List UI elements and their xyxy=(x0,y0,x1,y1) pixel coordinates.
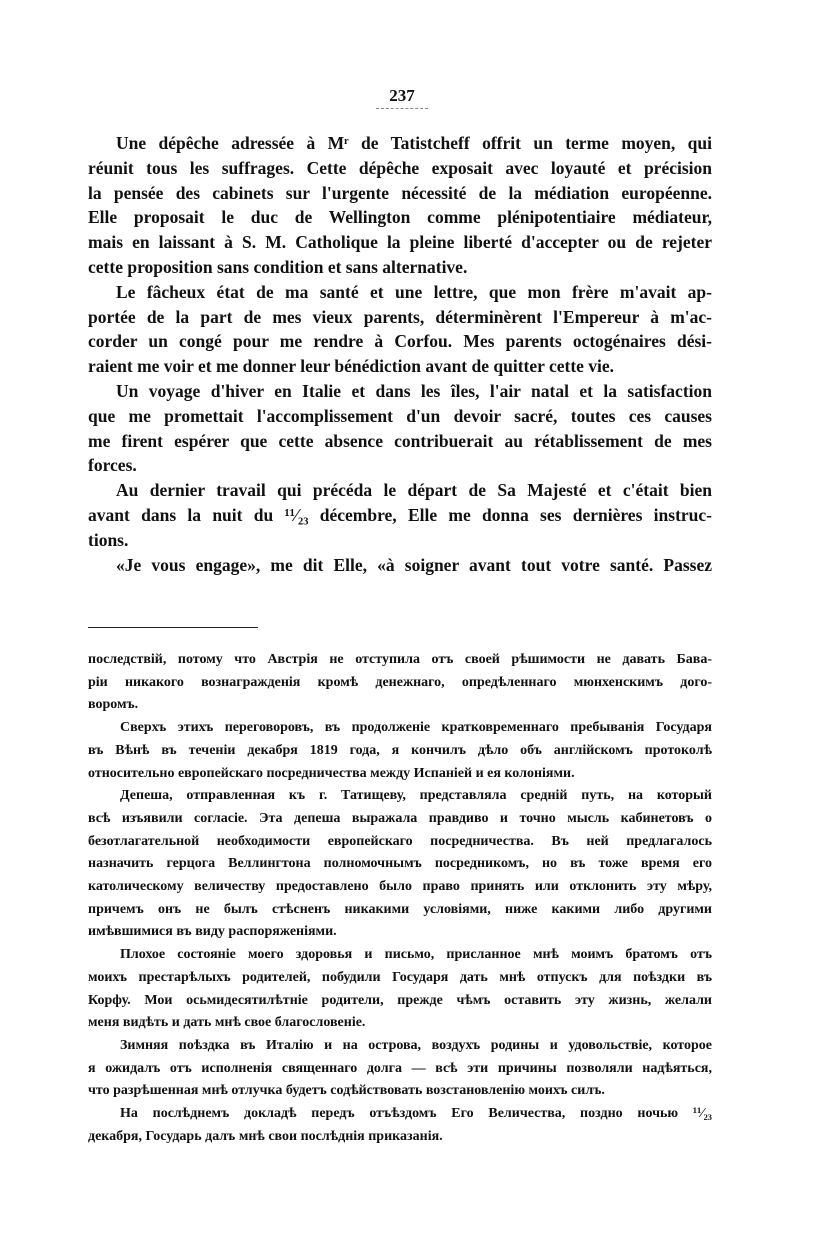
main-text-line: raient me voir et me donner leur bénédiction avant de quitter cette vie. xyxy=(88,356,615,377)
main-text xyxy=(88,131,712,577)
footnote-text xyxy=(88,649,712,1148)
main-text-line: Elle proposait le duc de Wellington comme plénipotentiaire médiateur, xyxy=(88,207,712,228)
footnote-line: воромъ. xyxy=(88,697,139,713)
main-text-line: que me promettait l'accomplissement d'un devoir sacré, toutes ces causes xyxy=(88,405,712,426)
main-text-line: réunit tous les suffrages. Cette dépêche exposait avec loyauté et précision xyxy=(88,157,712,178)
main-text-line: forces. xyxy=(88,455,137,476)
footnote-line: въ Вѣнѣ въ теченіи декабря 1819 года, я кончилъ дѣло объ англійскомъ протоколѣ xyxy=(88,742,712,758)
footnote-paragraph xyxy=(88,785,712,944)
footnote-line: моихъ престарѣлыхъ родителей, побудили Государя дать мнѣ отпускъ для поѣздки въ xyxy=(88,969,712,985)
main-text-line: tions. xyxy=(88,529,129,550)
main-text-paragraph xyxy=(88,379,712,478)
main-text-line: la pensée des cabinets sur l'urgente nécessité de la médiation européenne. xyxy=(88,182,712,203)
footnote-line: безотлагательной необходимости европейскаго посредничества. Въ ней предлагалось xyxy=(88,833,712,849)
main-text-line: mais en laissant à S. M. Catholique la pleine liberté d'accepter ou de rejeter xyxy=(88,232,712,253)
footnote-line: что разрѣшенная мнѣ отлучка будетъ содѣйствовать возстановленію моихъ силъ. xyxy=(88,1083,605,1099)
main-text-line: avant dans la nuit du ¹¹⁄₂₃ décembre, Elle me donna ses dernières instruc- xyxy=(88,504,712,525)
footnote-line: Депеша, отправленная къ г. Татищеву, представляла средній путь, на который xyxy=(120,788,712,804)
footnote-paragraph xyxy=(88,944,712,1035)
main-text-paragraph xyxy=(88,553,712,578)
footnote-line: относительно европейскаго посредничества между Испаніей и ея колоніями. xyxy=(88,765,575,781)
main-text-line: cette proposition sans condition et sans alternative. xyxy=(88,256,468,277)
footnote-paragraph xyxy=(88,1103,712,1148)
footnote-divider xyxy=(88,627,258,628)
main-text-line: Au dernier travail qui précéda le départ de Sa Majesté et c'était bien xyxy=(116,480,712,501)
page-number: 237 xyxy=(389,86,415,105)
footnote-line: всѣ изъявили согласіе. Эта депеша выражала правдиво и точно мысль кабинетовъ о xyxy=(88,810,712,826)
main-text-line: corder un congé pour me rendre à Corfou. Mes parents octogénaires dési- xyxy=(88,331,712,352)
footnote-line: декабря, Государь далъ мнѣ свои послѣднія приказанія. xyxy=(88,1128,443,1144)
footnote-line: назначить герцога Веллингтона полномочнымъ посредникомъ, но въ тоже время его xyxy=(88,856,712,872)
footnote-line: меня видѣть и дать мнѣ свое благословеніе. xyxy=(88,1015,366,1031)
footnote-line: причемъ онъ не былъ стѣсненъ никакими условіями, ниже какими либо другими xyxy=(88,901,712,917)
footnote-paragraph xyxy=(88,1035,712,1103)
main-text-line: Le fâcheux état de ma santé et une lettre, que mon frère m'avait ap- xyxy=(116,281,712,302)
main-text-line: Un voyage d'hiver en Italie et dans les îles, l'air natal et la satisfaction xyxy=(116,380,712,401)
main-text-paragraph xyxy=(88,478,712,552)
footnote-line: имѣвшимися въ виду распоряженіями. xyxy=(88,924,337,940)
footnote-line: Зимняя поѣздка въ Италію и на острова, воздухъ родины и удовольствіе, которое xyxy=(120,1037,712,1053)
footnote-line: На послѣднемъ докладѣ передъ отъѣздомъ Его Величества, поздно ночью ¹¹⁄₂₃ xyxy=(120,1106,712,1122)
footnote-line: католическому величеству предоставлено было право принять или отклонить эту мѣру, xyxy=(88,879,712,895)
footnote-line: Корфу. Мои осьмидесятилѣтніе родители, прежде чѣмъ оставить эту жизнь, желали xyxy=(88,992,712,1008)
main-text-line: me firent espérer que cette absence contribuerait au rétablissement de mes xyxy=(88,430,712,451)
main-text-line: portée de la part de mes vieux parents, déterminèrent l'Empereur à m'ac- xyxy=(88,306,712,327)
page-header xyxy=(372,86,432,109)
page-number-rule xyxy=(376,108,428,109)
main-text-paragraph xyxy=(88,131,712,280)
main-text-line: «Je vous engage», me dit Elle, «à soigner avant tout votre santé. Passez xyxy=(116,554,712,575)
footnote-line: последствій, потому что Австрія не отступила отъ своей рѣшимости не давать Бава- xyxy=(88,652,712,667)
footnote-line: я ожидалъ отъ исполненія священнаго долга — всѣ эти причины позволяли надѣяться, xyxy=(88,1060,712,1076)
footnote-paragraph xyxy=(88,717,712,785)
footnote-paragraph xyxy=(88,649,712,717)
footnote-line: Сверхъ этихъ переговоровъ, въ продолженіе кратковременнаго пребыванія Государя xyxy=(120,720,712,736)
footnote-line: Плохое состояніе моего здоровья и письмо, присланное мнѣ моимъ братомъ отъ xyxy=(120,947,712,963)
main-text-line: Une dépêche adressée à Mʳ de Tatistcheff offrit un terme moyen, qui xyxy=(116,133,712,153)
main-text-paragraph xyxy=(88,280,712,379)
footnote-line: ріи никакого вознагражденія кромѣ денежнаго, опредѣленнаго мюнхенскимъ дого- xyxy=(88,674,712,690)
